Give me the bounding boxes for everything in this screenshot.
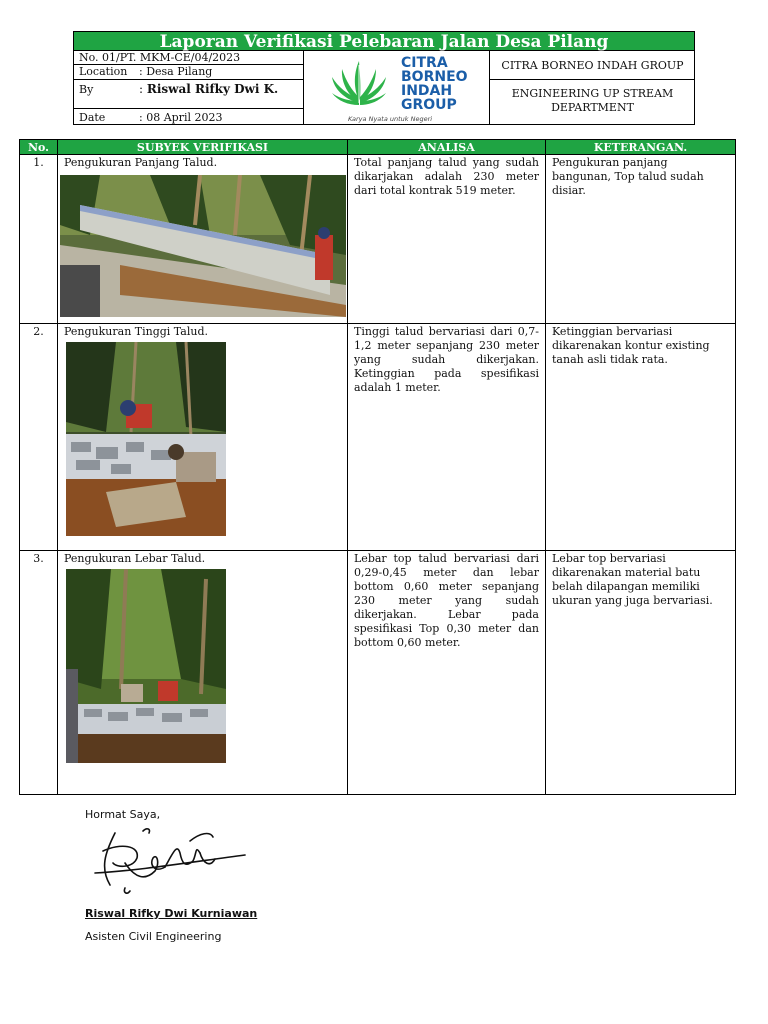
table-row — [20, 155, 736, 324]
row-number: 2. — [20, 324, 58, 551]
svg-text:INDAH: INDAH — [401, 83, 453, 99]
svg-text:GROUP: GROUP — [401, 97, 457, 113]
date-value: 08 April 2023 — [146, 111, 223, 124]
handwritten-signature-icon — [85, 823, 255, 901]
by-row: By : Riswal Rifky Dwi K. — [74, 80, 303, 109]
table-header-row — [20, 140, 736, 155]
company-logo — [303, 51, 490, 124]
analisa-cell: Tinggi talud bervariasi dari 0,7-1,2 meter sepanjang 230 meter yang sudah dikerjakan. Ketinggian pada spesifikasi adalah 1 meter. — [348, 324, 546, 551]
location-value: Desa Pilang — [146, 65, 213, 78]
location-label: Location — [79, 65, 128, 78]
header-subject: SUBYEK VERIFIKASI — [58, 140, 348, 155]
subject-cell — [58, 155, 348, 324]
subject-cell — [58, 551, 348, 795]
subject-text: Pengukuran Panjang Talud. — [64, 156, 218, 169]
subject-cell — [58, 324, 348, 551]
keterangan-cell: Lebar top bervariasi dikarenakan material batu belah dilapangan memiliki ukuran yang juga bervariasi. — [546, 551, 736, 795]
department — [490, 87, 695, 115]
row-number: 3. — [20, 551, 58, 795]
header-box — [73, 51, 695, 125]
header-keterangan: KETERANGAN. — [546, 140, 736, 155]
table-row — [20, 324, 736, 551]
subject-text: Pengukuran Tinggi Talud. — [64, 325, 208, 338]
svg-text:Karya Nyata untuk Negeri: Karya Nyata untuk Negeri — [348, 115, 433, 123]
verification-table — [19, 139, 736, 795]
location-row: Location : Desa Pilang — [74, 65, 303, 80]
svg-text:BORNEO: BORNEO — [401, 69, 468, 85]
date-label: Date — [79, 111, 106, 124]
keterangan-cell: Ketinggian bervariasi dikarenakan kontur existing tanah asli tidak rata. — [546, 324, 736, 551]
department-line-1: ENGINEERING UP STREAM — [511, 87, 674, 100]
signature-block — [85, 808, 257, 943]
report-title: Laporan Verifikasi Pelebaran Jalan Desa Pilang — [73, 31, 695, 51]
by-value: Riswal Rifky Dwi K. — [146, 82, 279, 96]
row-number: 1. — [20, 155, 58, 324]
signer-name: Riswal Rifky Dwi Kurniawan — [85, 907, 258, 920]
department-line-2: DEPARTMENT — [551, 101, 634, 114]
subject-text: Pengukuran Lebar Talud. — [64, 552, 206, 565]
company-name: CITRA BORNEO INDAH GROUP — [490, 51, 695, 80]
header-no: No. — [20, 140, 58, 155]
header-analisa: ANALISA — [348, 140, 546, 155]
analisa-cell: Total panjang talud yang sudah dikarjakan adalah 230 meter dari total kontrak 519 meter. — [348, 155, 546, 324]
photo-talud-width — [66, 569, 226, 763]
by-label: By — [79, 83, 94, 96]
svg-text:CITRA: CITRA — [401, 55, 448, 71]
date-row: Date : 08 April 2023 — [74, 109, 303, 124]
analisa-cell: Lebar top talud bervariasi dari 0,29-0,45 meter dan lebar bottom 0,60 meter sepanjang 230 meter yang sudah dikerjakan. Lebar pada spesifikasi Top 0,30 meter dan bottom 0,60 meter. — [348, 551, 546, 795]
table-row — [20, 551, 736, 795]
doc-number: No. 01/PT. MKM-CE/04/2023 — [74, 51, 303, 65]
keterangan-cell: Pengukuran panjang bangunan, Top talud sudah disiar. — [546, 155, 736, 324]
photo-talud-height — [66, 342, 226, 536]
signer-position: Asisten Civil Engineering — [85, 930, 222, 943]
photo-talud-length — [60, 175, 346, 317]
greeting-text: Hormat Saya, — [85, 808, 161, 821]
leaf-logo-icon — [304, 51, 489, 123]
